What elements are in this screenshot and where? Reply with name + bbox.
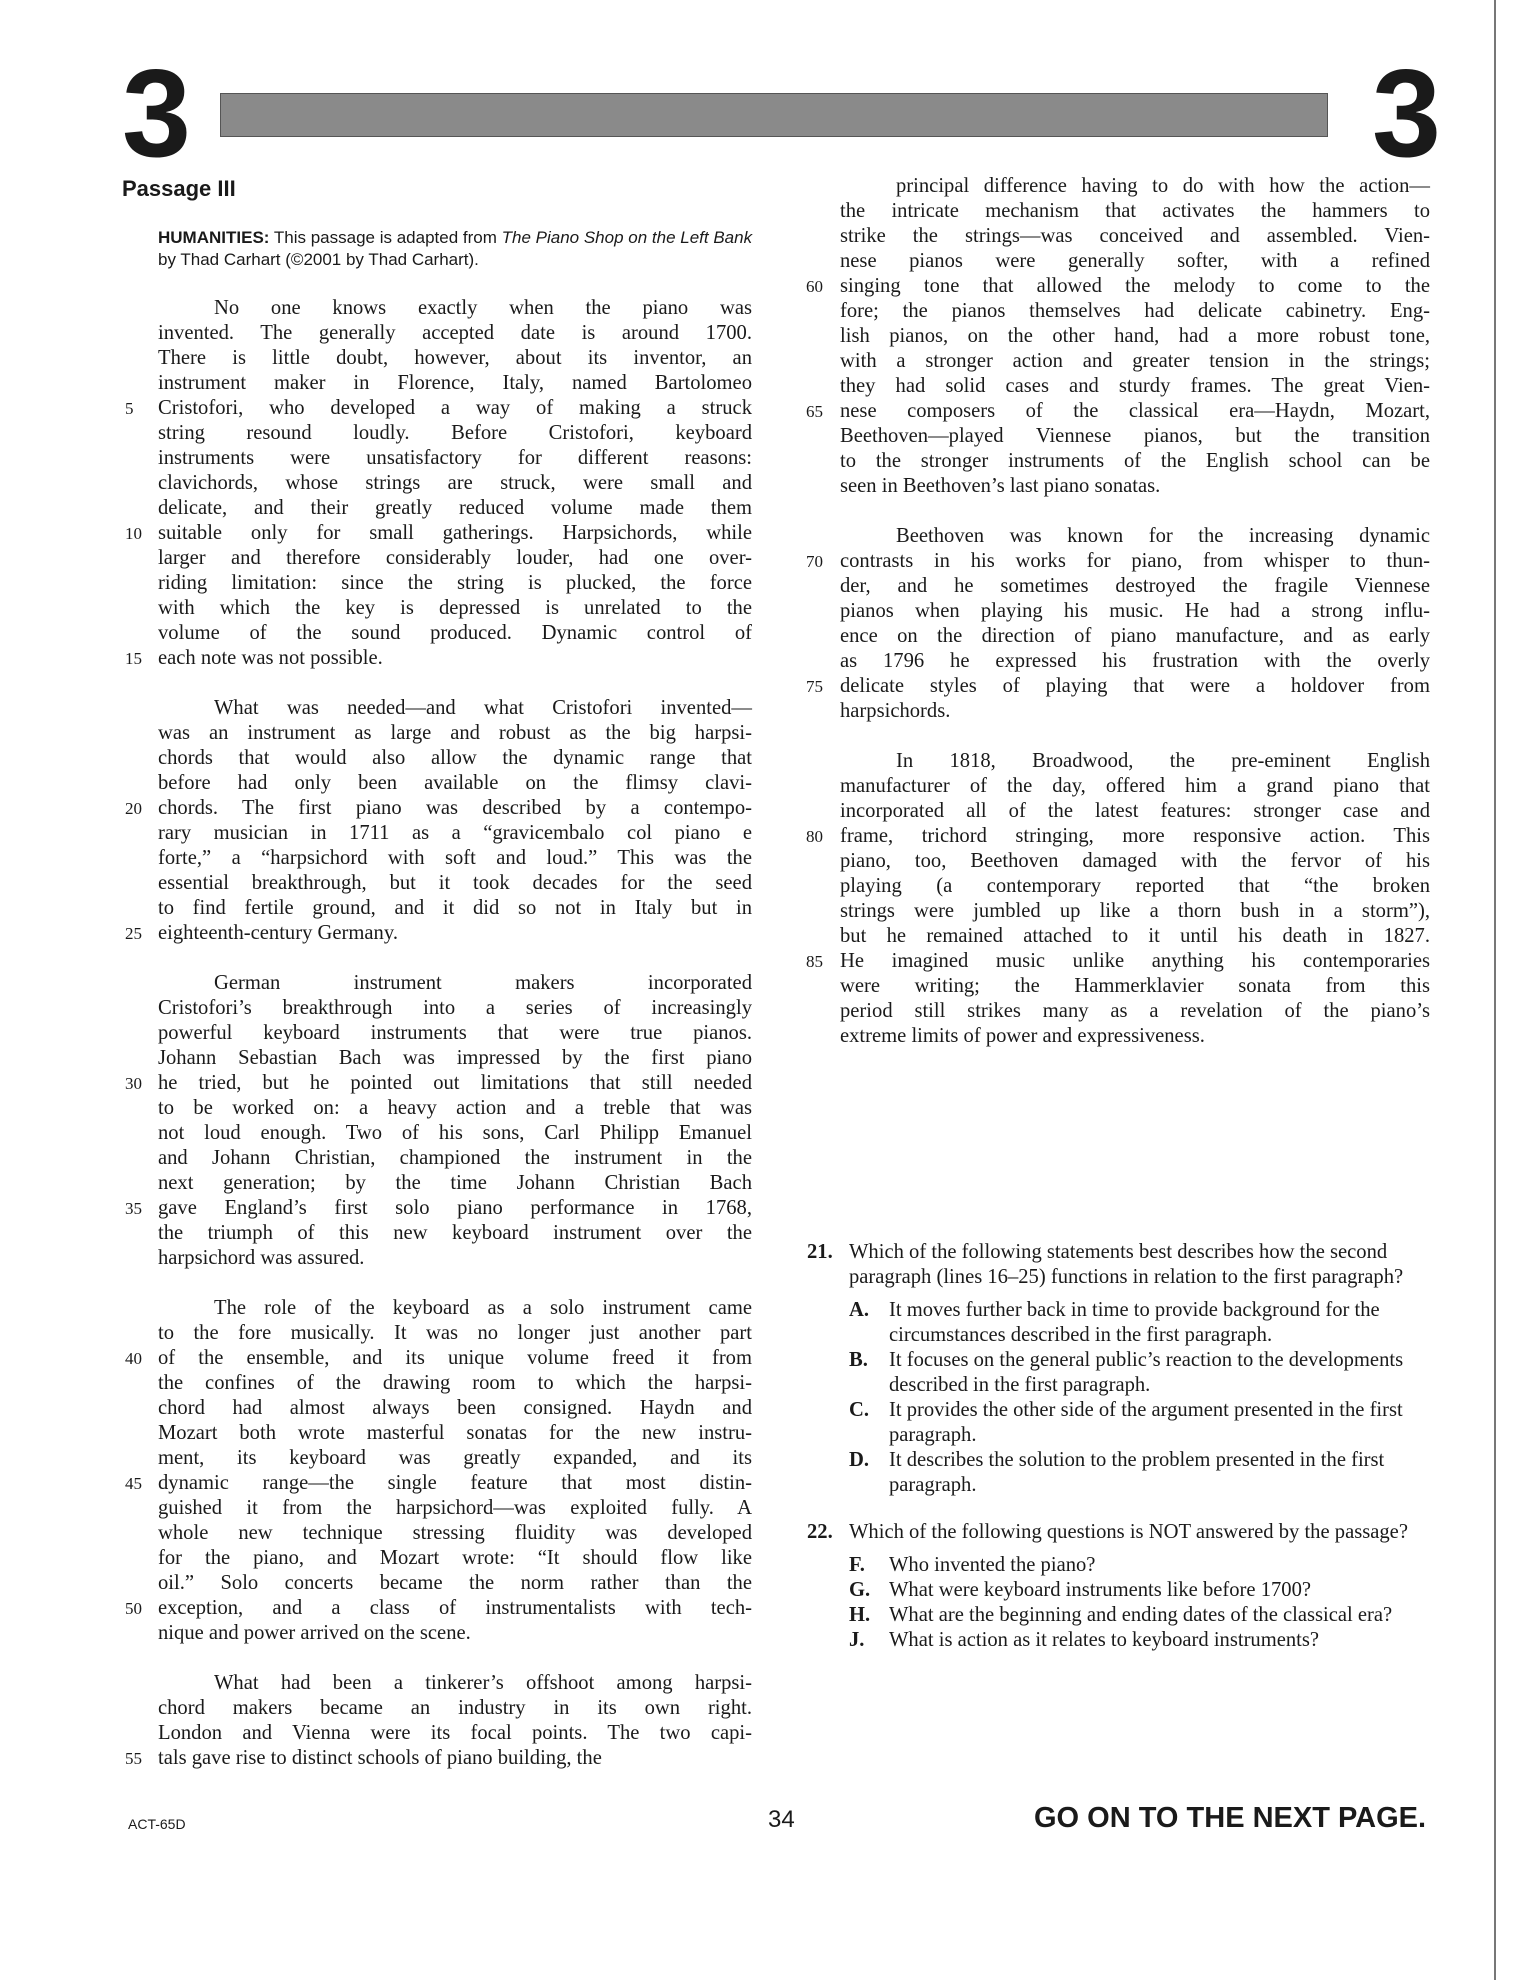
- passage-line: [125, 1196, 752, 1221]
- passage-line: [158, 1546, 752, 1571]
- passage-line: [158, 621, 752, 646]
- passage-line: [158, 1221, 752, 1246]
- passage-line: [840, 424, 1430, 449]
- passage-line: [158, 421, 752, 446]
- line-number: 35: [125, 1199, 142, 1218]
- passage-line: [806, 399, 1430, 424]
- passage-line: [840, 249, 1430, 274]
- line-text: instrument maker in Florence, Italy, named Bartolomeo: [158, 372, 752, 394]
- line-text: as 1796 he expressed his frustration with the overly: [840, 650, 1430, 672]
- line-text: eighteenth-century Germany.: [158, 922, 398, 944]
- paragraph: [125, 1296, 752, 1646]
- option-text: It provides the other side of the argument presented in the first paragraph.: [889, 1399, 1403, 1446]
- line-text: ence on the direction of piano manufacture, and as early: [840, 625, 1430, 647]
- line-number: 5: [125, 399, 134, 418]
- line-text: pianos when playing his music. He had a strong influ-: [840, 600, 1430, 622]
- passage-line: [840, 874, 1430, 899]
- line-text: dynamic range—the single feature that most distin-: [158, 1472, 752, 1494]
- paragraph: [806, 524, 1430, 724]
- passage-line: [125, 796, 752, 821]
- line-text: and Johann Christian, championed the instrument in the: [158, 1147, 752, 1169]
- question-stem: Which of the following statements best describes how the second paragraph (lines 16–25) functions in relation to the first paragraph?: [849, 1241, 1404, 1288]
- line-text: gave England’s first solo piano performance in 1768,: [158, 1197, 752, 1219]
- line-text: was an instrument as large and robust as the big harpsi-: [158, 722, 752, 744]
- passage-line: [158, 346, 752, 371]
- passage-line: [806, 549, 1430, 574]
- line-text: No one knows exactly when the piano was: [214, 297, 752, 319]
- passage-intro: [158, 227, 758, 271]
- option-text: What were keyboard instruments like before 1700?: [889, 1579, 1312, 1601]
- line-text: principal difference having to do with how the action—: [896, 175, 1430, 197]
- answer-option[interactable]: [849, 1398, 1431, 1448]
- line-text: delicate, and their greatly reduced volume made them: [158, 497, 752, 519]
- line-number: 70: [806, 552, 823, 571]
- passage-line: [158, 871, 752, 896]
- option-letter: H.: [849, 1604, 871, 1626]
- line-number: 10: [125, 524, 142, 543]
- line-text: harpsichords.: [840, 700, 951, 722]
- line-text: Cristofori’s breakthrough into a series of increasingly: [158, 997, 752, 1019]
- passage-line: [158, 996, 752, 1021]
- line-number: 20: [125, 799, 142, 818]
- line-number: 25: [125, 924, 142, 943]
- passage-line: [158, 721, 752, 746]
- passage-line: [158, 321, 752, 346]
- line-text: volume of the sound produced. Dynamic control of: [158, 622, 752, 644]
- answer-option[interactable]: [849, 1603, 1431, 1628]
- line-number: 40: [125, 1349, 142, 1368]
- passage-line: [125, 1346, 752, 1371]
- question: [807, 1240, 1431, 1498]
- question-stem: Which of the following questions is NOT answered by the passage?: [849, 1521, 1408, 1543]
- line-text: Beethoven was known for the increasing dynamic: [896, 525, 1430, 547]
- passage-line: [158, 1296, 752, 1321]
- line-text: delicate styles of playing that were a holdover from: [840, 675, 1430, 697]
- passage-line: [125, 396, 752, 421]
- passage-line: [158, 496, 752, 521]
- line-text: German instrument makers incorporated: [214, 972, 752, 994]
- line-text: suitable only for small gatherings. Harpsichords, while: [158, 522, 752, 544]
- line-number: 85: [806, 952, 823, 971]
- passage-line: [125, 1596, 752, 1621]
- passage-line: [840, 299, 1430, 324]
- passage-line: [840, 749, 1430, 774]
- line-text: to be worked on: a heavy action and a treble that was: [158, 1097, 752, 1119]
- line-text: the intricate mechanism that activates the hammers to: [840, 200, 1430, 222]
- passage-line: [840, 174, 1430, 199]
- line-text: with which the key is depressed is unrelated to the: [158, 597, 752, 619]
- option-text: What is action as it relates to keyboard instruments?: [889, 1629, 1320, 1651]
- passage-line: [125, 646, 752, 671]
- passage-line: [125, 1746, 752, 1771]
- passage-line: [158, 1021, 752, 1046]
- line-number: 80: [806, 827, 823, 846]
- line-text: incorporated all of the latest features: stronger case and: [840, 800, 1430, 822]
- option-text: It describes the solution to the problem presented in the first paragraph.: [889, 1449, 1385, 1496]
- passage-line: [158, 696, 752, 721]
- line-text: essential breakthrough, but it took decades for the seed: [158, 872, 752, 894]
- passage-line: [158, 971, 752, 996]
- paragraph: [125, 971, 752, 1271]
- passage-line: [125, 521, 752, 546]
- paragraph: [806, 749, 1430, 1049]
- line-text: each note was not possible.: [158, 647, 383, 669]
- passage-line: [158, 746, 752, 771]
- line-text: riding limitation: since the string is plucked, the force: [158, 572, 752, 594]
- passage-line: [158, 896, 752, 921]
- line-text: guished it from the harpsichord—was exploited fully. A: [158, 1497, 752, 1519]
- passage-line: [840, 849, 1430, 874]
- answer-option[interactable]: [849, 1578, 1431, 1603]
- passage-left-column: [125, 296, 752, 1796]
- passage-line: [840, 474, 1430, 499]
- line-text: clavichords, whose strings are struck, were small and: [158, 472, 752, 494]
- line-number: 65: [806, 402, 823, 421]
- questions-area: [807, 1240, 1431, 1675]
- passage-line: [158, 1171, 752, 1196]
- passage-line: [840, 349, 1430, 374]
- page-number: 34: [768, 1806, 795, 1833]
- option-letter: G.: [849, 1579, 871, 1601]
- line-text: What was needed—and what Cristofori invented—: [214, 697, 752, 719]
- line-text: ment, its keyboard was greatly expanded, and its: [158, 1447, 752, 1469]
- passage-line: [840, 574, 1430, 599]
- passage-line: [840, 1024, 1430, 1049]
- intro-text-1: This passage is adapted from: [269, 228, 502, 247]
- line-text: Beethoven—played Viennese pianos, but the transition: [840, 425, 1430, 447]
- passage-line: [158, 546, 752, 571]
- line-text: larger and therefore considerably louder, had one over-: [158, 547, 752, 569]
- line-text: but he remained attached to it until his death in 1827.: [840, 925, 1430, 947]
- line-text: chords that would also allow the dynamic range that: [158, 747, 752, 769]
- line-text: powerful keyboard instruments that were true pianos.: [158, 1022, 752, 1044]
- paragraph: [125, 1671, 752, 1771]
- line-text: In 1818, Broadwood, the pre-eminent English: [896, 750, 1430, 772]
- line-text: oil.” Solo concerts became the norm rather than the: [158, 1572, 752, 1594]
- passage-line: [806, 824, 1430, 849]
- passage-line: [840, 374, 1430, 399]
- line-text: strings were jumbled up like a thorn bush in a storm”),: [840, 900, 1430, 922]
- passage-line: [158, 596, 752, 621]
- line-text: seen in Beethoven’s last piano sonatas.: [840, 475, 1161, 497]
- next-page-instruction: GO ON TO THE NEXT PAGE.: [1034, 1802, 1427, 1834]
- answer-option[interactable]: [849, 1348, 1431, 1398]
- passage-line: [840, 649, 1430, 674]
- passage-line: [840, 699, 1430, 724]
- question-number: 21.: [807, 1241, 833, 1263]
- line-text: period still strikes many as a revelation of the piano’s: [840, 1000, 1430, 1022]
- line-text: He imagined music unlike anything his contemporaries: [840, 950, 1430, 972]
- line-text: fore; the pianos themselves had delicate cabinetry. Eng-: [840, 300, 1430, 322]
- passage-line: [840, 899, 1430, 924]
- option-text: Who invented the piano?: [889, 1554, 1096, 1576]
- passage-line: [158, 1521, 752, 1546]
- line-number: 75: [806, 677, 823, 696]
- option-letter: B.: [849, 1349, 868, 1371]
- option-letter: J.: [849, 1629, 865, 1651]
- line-text: singing tone that allowed the melody to come to the: [840, 275, 1430, 297]
- passage-line: [840, 774, 1430, 799]
- option-letter: D.: [849, 1449, 870, 1471]
- line-text: for the piano, and Mozart wrote: “It should flow like: [158, 1547, 752, 1569]
- line-text: The role of the keyboard as a solo instrument came: [214, 1297, 752, 1319]
- passage-line: [158, 1496, 752, 1521]
- passage-line: [158, 821, 752, 846]
- intro-text-2: by Thad Carhart (©2001 by Thad Carhart).: [158, 250, 479, 269]
- passage-title: Passage III: [122, 176, 236, 201]
- passage-line: [158, 771, 752, 796]
- passage-line: [158, 1321, 752, 1346]
- option-text: It focuses on the general public’s reaction to the developments described in the first paragraph.: [889, 1349, 1404, 1396]
- answer-option[interactable]: [849, 1298, 1431, 1348]
- line-text: before had only been available on the flimsy clavi-: [158, 772, 752, 794]
- passage-line: [125, 1471, 752, 1496]
- option-text: What are the beginning and ending dates of the classical era?: [889, 1604, 1393, 1626]
- line-text: of the ensemble, and its unique volume freed it from: [158, 1347, 752, 1369]
- line-text: they had solid cases and sturdy frames. The great Vien-: [840, 375, 1430, 397]
- paragraph: [125, 296, 752, 671]
- passage-line: [158, 1571, 752, 1596]
- passage-line: [840, 599, 1430, 624]
- line-text: nese composers of the classical era—Haydn, Mozart,: [840, 400, 1430, 422]
- passage-line: [806, 674, 1430, 699]
- line-text: whole new technique stressing fluidity was developed: [158, 1522, 752, 1544]
- option-letter: F.: [849, 1554, 865, 1576]
- line-number: 30: [125, 1074, 142, 1093]
- line-text: tals gave rise to distinct schools of piano building, the: [158, 1747, 602, 1769]
- passage-line: [158, 1146, 752, 1171]
- passage-line: [158, 1121, 752, 1146]
- line-number: 45: [125, 1474, 142, 1493]
- line-text: piano, too, Beethoven damaged with the fervor of his: [840, 850, 1430, 872]
- line-text: to the fore musically. It was no longer just another part: [158, 1322, 752, 1344]
- passage-line: [840, 524, 1430, 549]
- passage-line: [158, 571, 752, 596]
- passage-line: [806, 274, 1430, 299]
- section-number-right: 3: [1372, 45, 1441, 183]
- line-text: forte,” a “harpsichord with soft and loud.” This was the: [158, 847, 752, 869]
- line-text: playing (a contemporary reported that “the broken: [840, 875, 1430, 897]
- passage-line: [158, 1096, 752, 1121]
- line-text: harpsichord was assured.: [158, 1247, 365, 1269]
- line-text: he tried, but he pointed out limitations that still needed: [158, 1072, 752, 1094]
- question-number: 22.: [807, 1521, 833, 1543]
- line-text: chord had almost always been consigned. Haydn and: [158, 1397, 752, 1419]
- line-text: der, and he sometimes destroyed the fragile Viennese: [840, 575, 1430, 597]
- answer-options: [849, 1298, 1431, 1498]
- line-text: string resound loudly. Before Cristofori, keyboard: [158, 422, 752, 444]
- passage-line: [125, 1071, 752, 1096]
- passage-line: [158, 471, 752, 496]
- passage-line: [125, 921, 752, 946]
- section-number-left: 3: [122, 45, 191, 183]
- intro-label: HUMANITIES:: [158, 228, 270, 247]
- passage-line: [158, 1446, 752, 1471]
- passage-line: [840, 449, 1430, 474]
- passage-line: [158, 1671, 752, 1696]
- line-text: not loud enough. Two of his sons, Carl Philipp Emanuel: [158, 1122, 752, 1144]
- passage-line: [840, 324, 1430, 349]
- passage-line: [158, 1396, 752, 1421]
- line-text: There is little doubt, however, about its inventor, an: [158, 347, 752, 369]
- passage-line: [840, 999, 1430, 1024]
- line-text: with a stronger action and greater tension in the strings;: [840, 350, 1430, 372]
- passage-line: [840, 199, 1430, 224]
- line-text: chords. The first piano was described by a contempo-: [158, 797, 752, 819]
- paragraph: [806, 174, 1430, 499]
- line-number: 55: [125, 1749, 142, 1768]
- line-number: 60: [806, 277, 823, 296]
- line-text: manufacturer of the day, offered him a grand piano that: [840, 775, 1430, 797]
- option-letter: C.: [849, 1399, 870, 1421]
- line-text: Mozart both wrote masterful sonatas for the new instru-: [158, 1422, 752, 1444]
- passage-line: [840, 924, 1430, 949]
- passage-line: [158, 296, 752, 321]
- passage-line: [158, 1046, 752, 1071]
- passage-right-column: [806, 174, 1430, 1074]
- passage-line: [158, 846, 752, 871]
- question: [807, 1520, 1431, 1653]
- passage-line: [158, 1696, 752, 1721]
- line-text: extreme limits of power and expressiveness.: [840, 1025, 1205, 1047]
- line-text: nese pianos were generally softer, with a refined: [840, 250, 1430, 272]
- line-number: 50: [125, 1599, 142, 1618]
- line-text: were writing; the Hammerklavier sonata from this: [840, 975, 1430, 997]
- option-text: It moves further back in time to provide background for the circumstances described in the first paragraph.: [889, 1299, 1380, 1346]
- line-text: Johann Sebastian Bach was impressed by the first piano: [158, 1047, 752, 1069]
- line-text: the triumph of this new keyboard instrument over the: [158, 1222, 752, 1244]
- line-text: lish pianos, on the other hand, had a more robust tone,: [840, 325, 1430, 347]
- section-header-bar: [220, 93, 1328, 137]
- line-text: rary musician in 1711 as a “gravicembalo col piano e: [158, 822, 752, 844]
- line-number: 15: [125, 649, 142, 668]
- passage-line: [840, 974, 1430, 999]
- passage-line: [158, 1621, 752, 1646]
- form-code: ACT-65D: [128, 1816, 186, 1832]
- line-text: invented. The generally accepted date is around 1700.: [158, 322, 752, 344]
- line-text: chord makers became an industry in its own right.: [158, 1697, 752, 1719]
- passage-line: [158, 446, 752, 471]
- answer-option[interactable]: [849, 1448, 1431, 1498]
- passage-line: [158, 1246, 752, 1271]
- line-text: strike the strings—was conceived and assembled. Vien-: [840, 225, 1430, 247]
- passage-line: [158, 1721, 752, 1746]
- passage-line: [840, 799, 1430, 824]
- passage-line: [840, 624, 1430, 649]
- passage-line: [158, 1371, 752, 1396]
- line-text: the confines of the drawing room to which the harpsi-: [158, 1372, 752, 1394]
- line-text: Cristofori, who developed a way of making a struck: [158, 397, 752, 419]
- answer-options: [849, 1553, 1431, 1653]
- line-text: to the stronger instruments of the English school can be: [840, 450, 1430, 472]
- line-text: instruments were unsatisfactory for different reasons:: [158, 447, 752, 469]
- answer-option[interactable]: [849, 1553, 1431, 1578]
- line-text: next generation; by the time Johann Christian Bach: [158, 1172, 752, 1194]
- answer-option[interactable]: [849, 1628, 1431, 1653]
- line-text: to find fertile ground, and it did so not in Italy but in: [158, 897, 752, 919]
- line-text: What had been a tinkerer’s offshoot among harpsi-: [214, 1672, 752, 1694]
- option-letter: A.: [849, 1299, 870, 1321]
- passage-line: [840, 224, 1430, 249]
- line-text: contrasts in his works for piano, from whisper to thun-: [840, 550, 1430, 572]
- page-edge-line: [1494, 0, 1496, 1980]
- passage-line: [158, 371, 752, 396]
- passage-line: [806, 949, 1430, 974]
- line-text: exception, and a class of instrumentalists with tech-: [158, 1597, 752, 1619]
- passage-line: [158, 1421, 752, 1446]
- line-text: frame, trichord stringing, more responsive action. This: [840, 825, 1430, 847]
- intro-book-title: The Piano Shop on the Left Bank: [501, 228, 753, 247]
- line-text: nique and power arrived on the scene.: [158, 1622, 471, 1644]
- line-text: London and Vienna were its focal points. The two capi-: [158, 1722, 752, 1744]
- paragraph: [125, 696, 752, 946]
